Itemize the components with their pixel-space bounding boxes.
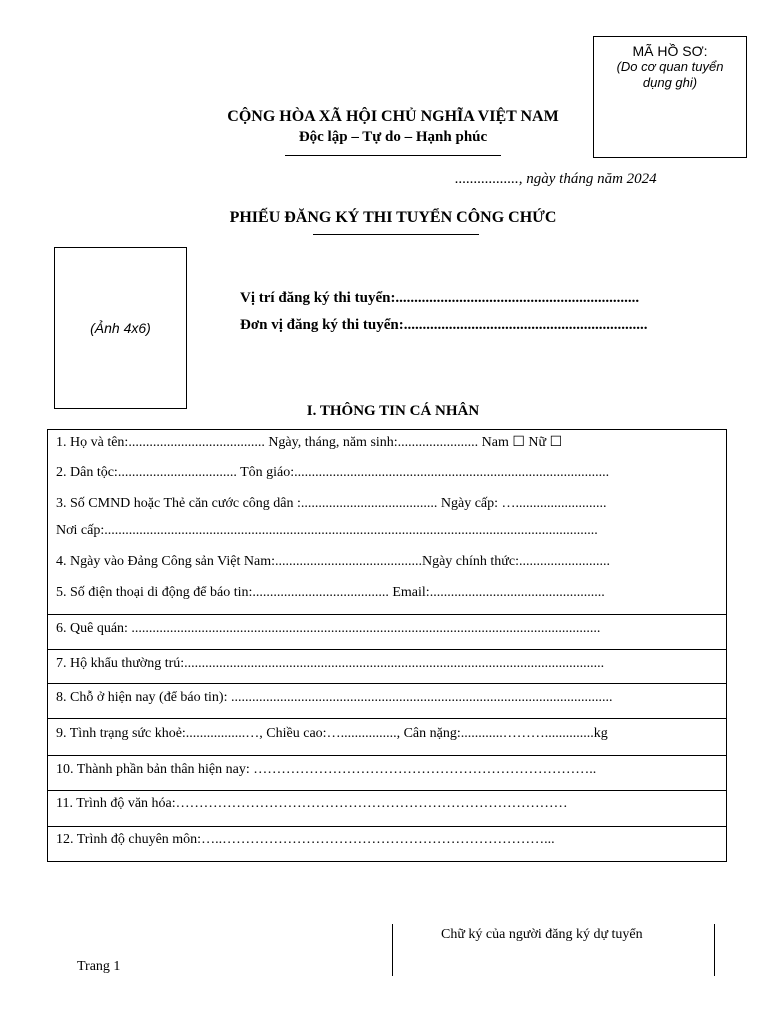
table-divider [48, 718, 726, 719]
section-title: I. THÔNG TIN CÁ NHÂN [306, 403, 480, 419]
field-party-date[interactable]: 4. Ngày vào Đảng Công sản Việt Nam:..........................................Ngày chính thức:.......................... [56, 554, 610, 569]
field-issue-place[interactable]: Nơi cấp:............................................................................................................................................. [56, 523, 598, 538]
table-divider [48, 649, 726, 650]
photo-label: (Ảnh 4x6) [90, 320, 151, 336]
form-title-underline [313, 234, 479, 235]
unit-field[interactable]: Đơn vị đăng ký thi tuyển:................................................................. [240, 317, 648, 333]
position-field[interactable]: Vị trí đăng ký thi tuyển:................................................................. [240, 290, 640, 306]
motto-heading: Độc lập – Tự do – Hạnh phúc [298, 129, 488, 145]
record-code-note: (Do cơ quan tuyển dụng ghi) [616, 59, 724, 90]
form-title: PHIẾU ĐĂNG KÝ THI TUYỂN CÔNG CHỨC [229, 209, 557, 226]
motto-underline [285, 155, 501, 156]
table-divider [48, 826, 726, 827]
table-divider [48, 755, 726, 756]
photo-box [54, 247, 187, 409]
table-divider [48, 614, 726, 615]
field-background[interactable]: 10. Thành phần bản thân hiện nay: ……………………………………………………………….. [56, 762, 597, 777]
date-line: ................., ngày tháng năm 2024 [455, 171, 657, 187]
page-number: Trang 1 [77, 959, 121, 974]
nation-heading: CỘNG HÒA XÃ HỘI CHỦ NGHĨA VIỆT NAM [227, 108, 559, 125]
table-divider [48, 790, 726, 791]
field-hometown[interactable]: 6. Quê quán: ...................................................................................................................................... [56, 621, 601, 636]
personal-info-table [47, 429, 727, 862]
field-education[interactable]: 11. Trình độ văn hóa:………………………………………………………………………… [56, 796, 568, 811]
record-code-title: MÃ HỒ SƠ: [632, 43, 708, 59]
field-health[interactable]: 9. Tình trạng sức khoẻ:.................…, Chiều cao:…................, Cân nặng:............………..............kg [56, 726, 608, 741]
signature-label: Chữ ký của người đăng ký dự tuyển [441, 927, 643, 942]
field-ethnicity[interactable]: 2. Dân tộc:.................................. Tôn giáo:.......................................................................................... [56, 465, 610, 480]
field-permanent-address[interactable]: 7. Hộ khẩu thường trú:........................................................................................................................ [56, 656, 605, 671]
field-current-address[interactable]: 8. Chỗ ở hiện nay (để báo tin): ............................................................................................................. [56, 690, 613, 705]
field-id-card[interactable]: 3. Số CMND hoặc Thẻ căn cước công dân :....................................... Ngày cấp: ….......................... [56, 496, 607, 511]
table-divider [48, 683, 726, 684]
signature-right-border [714, 924, 715, 976]
field-phone-email[interactable]: 5. Số điện thoại di động để báo tin:....................................... Email:.................................................. [56, 585, 605, 600]
field-qualification[interactable]: 12. Trình độ chuyên môn:…..……………………………………………………………... [56, 832, 555, 847]
signature-left-border [392, 924, 393, 976]
field-full-name[interactable]: 1. Họ và tên:....................................... Ngày, tháng, năm sinh:....................... Nam ☐ Nữ ☐ [56, 435, 563, 450]
